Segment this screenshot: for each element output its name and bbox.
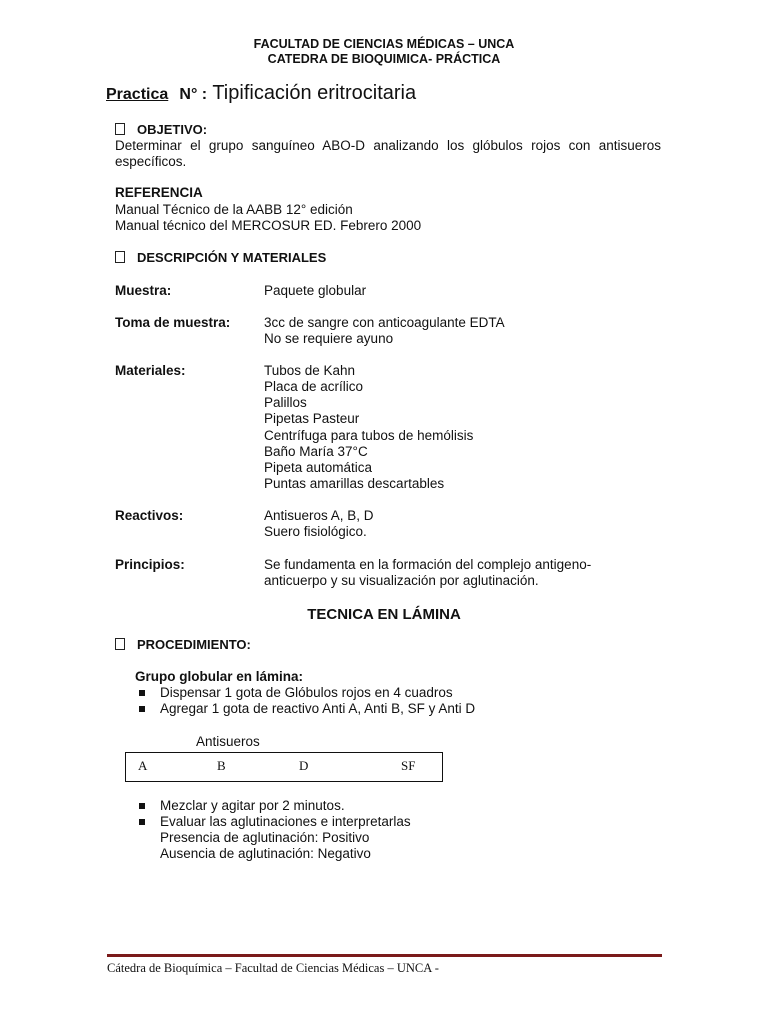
checkbox-bullet-icon: [115, 638, 125, 650]
square-bullet-icon: [139, 803, 145, 809]
title-text: Tipificación eritrocitaria: [212, 82, 417, 104]
footer-divider: [107, 954, 662, 957]
toma-label: Toma de muestra:: [115, 315, 231, 330]
list-item: Agregar 1 gota de reactivo Anti A, Anti B, SF y Anti D: [135, 701, 475, 717]
materiales-item: Pipeta automática: [264, 460, 373, 475]
objetivo-heading: OBJETIVO:: [115, 122, 207, 137]
table-caption: Antisueros: [196, 734, 260, 749]
square-bullet-icon: [139, 819, 145, 825]
referencia-heading: REFERENCIA: [115, 185, 203, 200]
table-cell: A: [138, 758, 148, 773]
referencia-line-1: Manual Técnico de la AABB 12° edición: [115, 202, 353, 217]
principios-line-1: Se fundamenta en la formación del complejo antigeno-: [264, 557, 592, 572]
objetivo-text: Determinar el grupo sanguíneo ABO-D analizando los glóbulos rojos con antisueros específicos.: [115, 138, 661, 169]
materiales-label: Materiales:: [115, 363, 186, 378]
principios-label: Principios:: [115, 557, 185, 572]
result-line: Ausencia de aglutinación: Negativo: [160, 846, 371, 861]
materiales-item: Tubos de Kahn: [264, 363, 356, 378]
checkbox-bullet-icon: [115, 251, 125, 263]
square-bullet-icon: [139, 706, 145, 712]
list-item: Dispensar 1 gota de Glóbulos rojos en 4 cuadros: [135, 685, 475, 701]
header-line-1: FACULTAD DE CIENCIAS MÉDICAS – UNCA: [253, 37, 515, 51]
toma-line-1: 3cc de sangre con anticoagulante EDTA: [264, 315, 505, 330]
checkbox-bullet-icon: [115, 123, 125, 135]
page-title: [106, 82, 416, 105]
materiales-item: Baño María 37°C: [264, 444, 368, 459]
table-cell: B: [217, 758, 226, 773]
result-line: Presencia de aglutinación: Positivo: [160, 830, 370, 845]
title-label: Practica: [106, 86, 169, 103]
materiales-item: Centrífuga para tubos de hemólisis: [264, 428, 474, 443]
title-number-label: N° :: [179, 86, 208, 103]
square-bullet-icon: [139, 690, 145, 696]
tecnica-title: TECNICA EN LÁMINA: [307, 606, 461, 623]
reactivos-item: Suero fisiológico.: [264, 524, 367, 539]
table-cell: SF: [401, 758, 416, 773]
table-cell: D: [299, 758, 309, 773]
materiales-item: Palillos: [264, 395, 307, 410]
header-line-2: CATEDRA DE BIOQUIMICA- PRÁCTICA: [267, 52, 501, 66]
list-item: Mezclar y agitar por 2 minutos.: [135, 798, 411, 814]
toma-line-2: No se requiere ayuno: [264, 331, 394, 346]
materiales-item: Puntas amarillas descartables: [264, 476, 445, 491]
antisueros-table: [125, 752, 443, 782]
list-item: Evaluar las aglutinaciones e interpretarlas: [135, 814, 411, 830]
steps-list-1: [135, 685, 475, 717]
reactivos-label: Reactivos:: [115, 508, 184, 523]
muestra-value: Paquete globular: [264, 283, 367, 298]
materiales-item: Placa de acrílico: [264, 379, 364, 394]
referencia-line-2: Manual técnico del MERCOSUR ED. Febrero 2000: [115, 218, 422, 233]
procedimiento-subheading: Grupo globular en lámina:: [135, 669, 304, 684]
steps-list-2: [135, 798, 411, 862]
procedimiento-heading: PROCEDIMIENTO:: [115, 637, 251, 652]
principios-line-2: anticuerpo y su visualización por aglutinación.: [264, 573, 539, 588]
muestra-label: Muestra:: [115, 283, 172, 298]
reactivos-item: Antisueros A, B, D: [264, 508, 374, 523]
footer-text: Cátedra de Bioquímica – Facultad de Ciencias Médicas – UNCA -: [107, 961, 439, 975]
materiales-item: Pipetas Pasteur: [264, 411, 360, 426]
descripcion-heading: DESCRIPCIÓN Y MATERIALES: [115, 250, 326, 265]
